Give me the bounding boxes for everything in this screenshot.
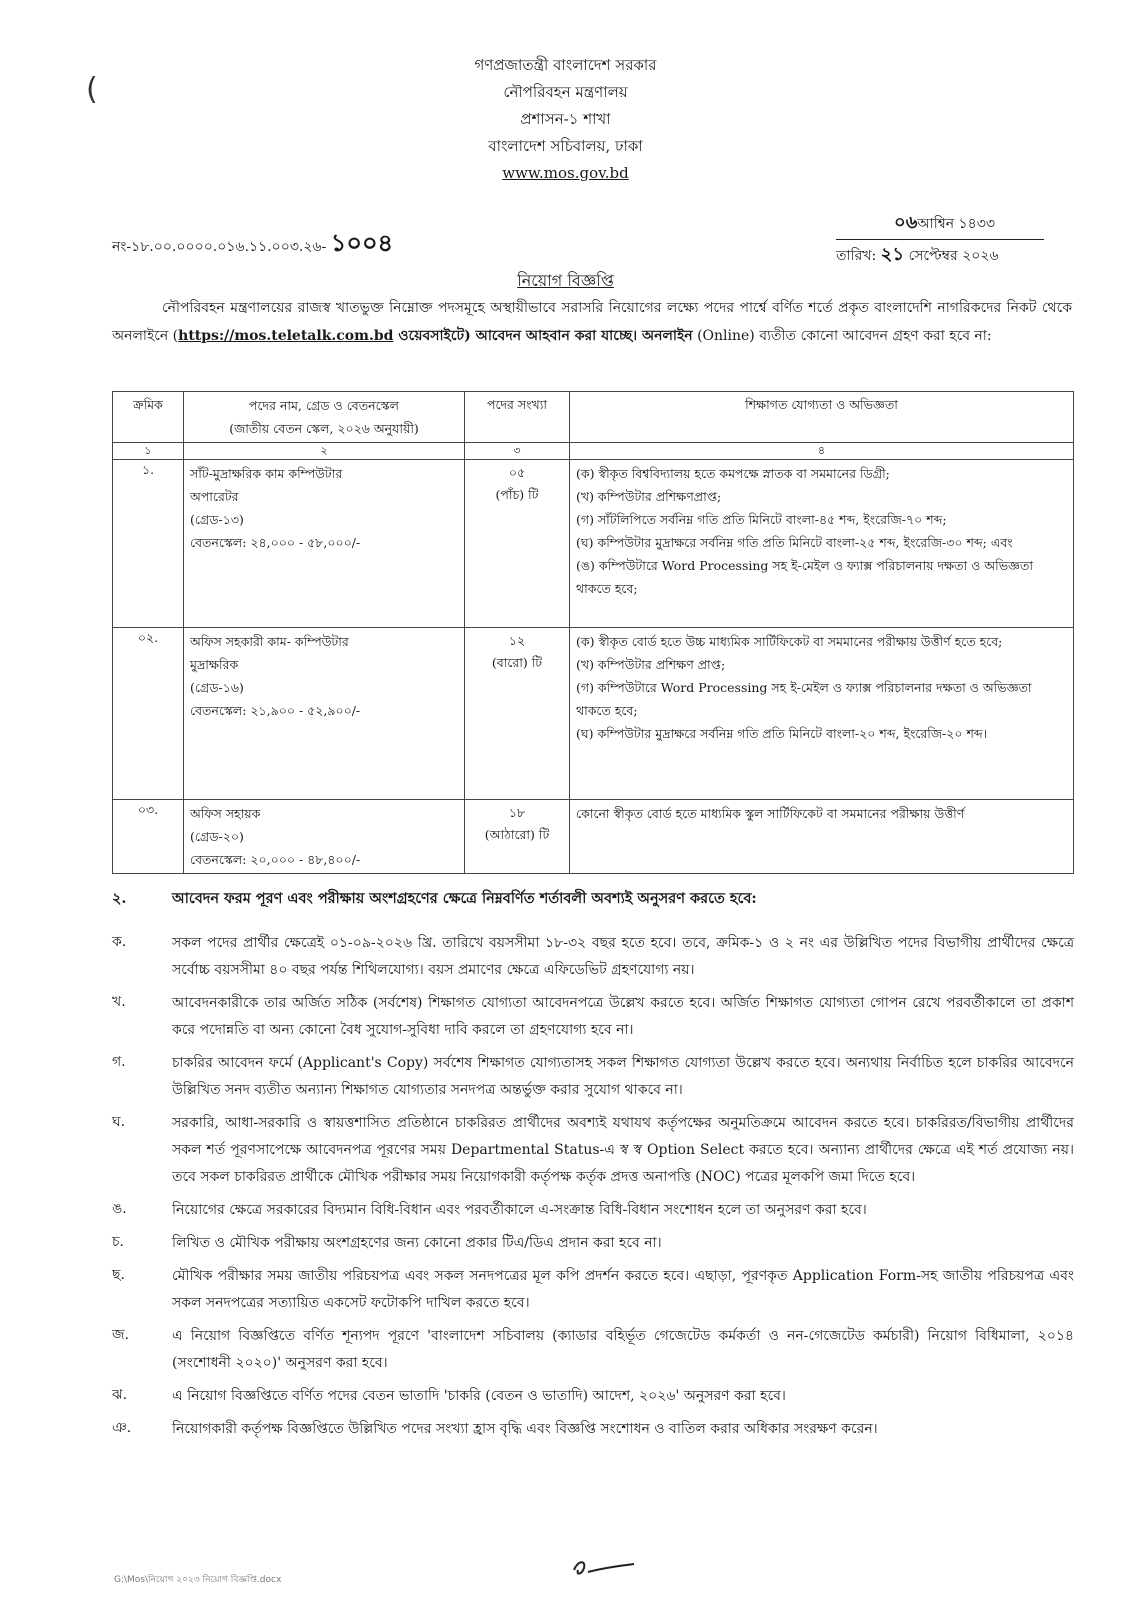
date-bangla: আশ্বিন ১৪৩৩ bbox=[917, 216, 995, 232]
qualification-cell: কোনো স্বীকৃত বোর্ড হতে মাধ্যমিক স্কুল সার্টিফিকেট বা সমমানের পরীক্ষায় উত্তীর্ণ bbox=[570, 800, 1074, 874]
qualification-cell: (ক) স্বীকৃত বিশ্ববিদ্যালয় হতে কমপক্ষে স্নাতক বা সমমানের ডিগ্রী; (খ) কম্পিউটার প্রশিক্ষণপ্রাপ্ত; (গ) সাঁটলিপিতে সর্বনিম্ন গতি প্রতি মিনিটে বাংলা-৪৫ শব্দ, ইংরেজি-৭০ শব্দ; (ঘ) কম্পিউটার মুদ্রাক্ষরে সর্বনিম্ন গতি প্রতি মিনিটে বাংলা-২৫ শব্দ, ইংরেজি-৩০ শব্দ; এবং (ঙ) কম্পিউটারে Word Processing সহ ই-মেইল ও ফ্যাক্স পরিচালনায় দক্ষতা ও অভিজ্ঞতা থাকতে হবে; bbox=[570, 460, 1074, 628]
post-cell: সাঁট-মুদ্রাক্ষরিক কাম কম্পিউটার অপারেটর (গ্রেড-১৩) বেতনস্কেল: ২৪,০০০ - ৫৮,০০০/- bbox=[184, 460, 465, 628]
letterhead bbox=[0, 52, 1131, 187]
header-count: পদের সংখ্যা bbox=[465, 392, 570, 443]
list-item: ঘ. সরকারি, আধা-সরকারি ও স্বায়ত্তশাসিত প্রতিষ্ঠানে চাকরিরত প্রার্থীদের অবশ্যই যথাযথ কর্তৃপক্ষের অনুমতিক্রমে আবেদন করতে হবে। চাকরিরত/বিভাগীয় প্রার্থীদের সকল শর্ত পূরণসাপেক্ষে আবেদনপত্র পূরণের সময় Departmental Status-এ স্ব স্ব Option Select করতে হবে। অন্যান্য প্রার্থীদের ক্ষেত্রে এই শর্ত প্রযোজ্য নয়। তবে সকল চাকরিরত প্রার্থীকে মৌখিক পরীক্ষার সময় নিয়োগকারী কর্তৃপক্ষ কর্তৃক প্রদত্ত অনাপত্তি (NOC) পত্রের মূলকপি জমা দিতে হবে। bbox=[112, 1114, 1074, 1185]
date-label: তারিখ: bbox=[836, 248, 877, 264]
qualification-cell: (ক) স্বীকৃত বোর্ড হতে উচ্চ মাধ্যমিক সার্টিফিকেট বা সমমানের পরীক্ষায় উত্তীর্ণ হতে হবে; (খ) কম্পিউটার প্রশিক্ষণ প্রাপ্ত; (গ) কম্পিউটারে Word Processing সহ ই-মেইল ও ফ্যাক্স পরিচালনার দক্ষতা ও অভিজ্ঞতা থাকতে হবে; (ঘ) কম্পিউটার মুদ্রাক্ষরে সর্বনিম্ন গতি প্রতি মিনিটে বাংলা-২০ শব্দ, ইংরেজি-২০ শব্দ। bbox=[570, 628, 1074, 800]
count-cell: ১৮ (আঠারো) টি bbox=[465, 800, 570, 874]
notice-title: নিয়োগ বিজ্ঞপ্তি bbox=[517, 271, 614, 290]
list-item: চ. লিখিত ও মৌখিক পরীক্ষায় অংশগ্রহণের জন্য কোনো প্রকার টিএ/ডিএ প্রদান করা হবে না। bbox=[112, 1234, 662, 1251]
memo-number-text: নং-১৮.০০.০০০০.০১৬.১১.০০৩.২৬- bbox=[112, 239, 327, 255]
table-row: ০২. অফিস সহকারী কাম- কম্পিউটার মুদ্রাক্ষরিক (গ্রেড-১৬) বেতনস্কেল: ২১,৯০০ - ৫২,৯০০/- ১২ (বারো) টি (ক) স্বীকৃত বোর্ড হতে উচ্চ মাধ্যমিক সার্টিফিকেট বা সমমানের পরীক্ষায় উত্তীর্ণ হতে হবে; (খ) কম্পিউটার প্রশিক্ষণ প্রাপ্ত; (গ) কম্পিউটারে Word Processing সহ ই-মেইল ও ফ্যাক্স পরিচালনার দক্ষতা ও অভিজ্ঞতা থাকতে হবে; (ঘ) কম্পিউটার মুদ্রাক্ষরে সর্বনিম্ন গতি প্রতি মিনিটে বাংলা-২০ শব্দ, ইংরেজি-২০ শব্দ। bbox=[113, 628, 1074, 800]
list-item: ঞ. নিয়োগকারী কর্তৃপক্ষ বিজ্ঞপ্তিতে উল্লিখিত পদের সংখ্যা হ্রাস বৃদ্ধি এবং বিজ্ঞপ্তি সংশোধন ও বাতিল করার অধিকার সংরক্ষণ করেন। bbox=[112, 1420, 878, 1437]
header-serial: ক্রমিক bbox=[113, 392, 184, 443]
list-item: খ. আবেদনকারীকে তার অর্জিত সঠিক (সর্বশেষ) শিক্ষাগত যোগ্যতা আবেদনপত্রে উল্লেখ করতে হবে। অর্জিত শিক্ষাগত যোগ্যতা গোপন রেখে পরবর্তীকালে তা প্রকাশ করে পদোন্নতি বা অন্য কোনো বৈধ সুযোগ-সুবিধা দাবি করলে তা গ্রহণযোগ্য হবে না। bbox=[112, 994, 1074, 1038]
list-item: গ. চাকরির আবেদন ফর্মে (Applicant's Copy) সর্বশেষ শিক্ষাগত যোগ্যতাসহ সকল শিক্ষাগত যোগ্যতা উল্লেখ করতে হবে। অন্যথায় নির্বাচিত হলে চাকরির আবেদনে উল্লিখিত সনদ ব্যতীত অন্যান্য শিক্ষাগত যোগ্যতার সনদপত্র অন্তর্ভুক্ত করার সুযোগ থাকবে না। bbox=[112, 1054, 1074, 1098]
file-path: G:\Mos\নিয়োগ ২০২৩ নিয়োগ বিজ্ঞপ্তি.docx bbox=[114, 1575, 282, 1585]
government-name: গণপ্রজাতন্ত্রী বাংলাদেশ সরকার bbox=[474, 56, 657, 74]
header-qualification: শিক্ষাগত যোগ্যতা ও অভিজ্ঞতা bbox=[570, 392, 1074, 443]
date-english-day: ২১ bbox=[880, 244, 905, 265]
application-link[interactable]: https://mos.teletalk.com.bd bbox=[178, 328, 394, 344]
office-address: বাংলাদেশ সচিবালয়, ঢাকা bbox=[488, 137, 643, 155]
table-index-row: ১ ২ ৩ ৪ bbox=[113, 443, 1074, 460]
count-cell: ১২ (বারো) টি bbox=[465, 628, 570, 800]
date-english-row bbox=[836, 240, 1044, 271]
intro-paragraph: নৌপরিবহন মন্ত্রণালয়ের রাজস্ব খাতভুক্ত নিম্নোক্ত পদসমূহে অস্থায়ীভাবে সরাসরি নিয়োগের লক্ষ্যে পদের পার্শ্বে বর্ণিত শর্তে প্রকৃত বাংলাদেশি নাগরিকদের নিকট থেকে অনলাইনে (https://mos.teletalk.com.bd ওয়েবসাইটে) আবেদন আহবান করা যাচ্ছে। অনলাইন (Online) ব্যতীত কোনো আবেদন গ্রহণ করা হবে না: bbox=[112, 300, 1072, 344]
posts-table bbox=[112, 391, 1074, 874]
list-item: জ. এ নিয়োগ বিজ্ঞপ্তিতে বর্ণিত শূন্যপদ পূরণে 'বাংলাদেশ সচিবালয় (ক্যাডার বহির্ভূত গেজেটেড কর্মকর্তা ও নন-গেজেটেড কর্মচারী) নিয়োগ বিধিমালা, ২০১৪ (সংশোধনী ২০২০)' অনুসরণ করা হবে। bbox=[112, 1327, 1074, 1371]
table-row: ০৩. অফিস সহায়ক (গ্রেড-২০) বেতনস্কেল: ২০,০০০ - ৪৮,৪০০/- ১৮ (আঠারো) টি কোনো স্বীকৃত বোর্ড হতে মাধ্যমিক স্কুল সার্টিফিকেট বা সমমানের পরীক্ষায় উত্তীর্ণ bbox=[113, 800, 1074, 874]
post-cell: অফিস সহায়ক (গ্রেড-২০) বেতনস্কেল: ২০,০০০ - ৪৮,৪০০/- bbox=[184, 800, 465, 874]
conditions-list bbox=[112, 930, 1074, 1449]
memo-number bbox=[112, 225, 393, 265]
signature-mark bbox=[568, 1556, 638, 1586]
count-cell: ০৫ (পাঁচ) টি bbox=[465, 460, 570, 628]
table-row: ১. সাঁট-মুদ্রাক্ষরিক কাম কম্পিউটার অপারেটর (গ্রেড-১৩) বেতনস্কেল: ২৪,০০০ - ৫৮,০০০/- ০৫ (পাঁচ) টি (ক) স্বীকৃত বিশ্ববিদ্যালয় হতে কমপক্ষে স্নাতক বা সমমানের ডিগ্রী; (খ) কম্পিউটার প্রশিক্ষণপ্রাপ্ত; (গ) সাঁটলিপিতে সর্বনিম্ন গতি প্রতি মিনিটে বাংলা-৪৫ শব্দ, ইংরেজি-৭০ শব্দ; (ঘ) কম্পিউটার মুদ্রাক্ষরে সর্বনিম্ন গতি প্রতি মিনিটে বাংলা-২৫ শব্দ, ইংরেজি-৩০ শব্দ; এবং (ঙ) কম্পিউটারে Word Processing সহ ই-মেইল ও ফ্যাক্স পরিচালনায় দক্ষতা ও অভিজ্ঞতা থাকতে হবে; bbox=[113, 460, 1074, 628]
list-item: ছ. মৌখিক পরীক্ষার সময় জাতীয় পরিচয়পত্র এবং সকল সনদপত্রের মূল কপি প্রদর্শন করতে হবে। এছাড়া, পূরণকৃত Application Form-সহ জাতীয় পরিচয়পত্র এবং সকল সনদপত্রের সত্যায়িত একসেট ফটোকপি দাখিল করতে হবে। bbox=[112, 1267, 1074, 1311]
header-post: পদের নাম, গ্রেড ও বেতনস্কেল (জাতীয় বেতন স্কেল, ২০২৬ অনুযায়ী) bbox=[184, 392, 465, 443]
ministry-name: নৌপরিবহন মন্ত্রণালয় bbox=[503, 83, 628, 101]
table-header-row bbox=[113, 392, 1074, 443]
date-english: সেপ্টেম্বর ২০২৬ bbox=[908, 248, 999, 264]
date-block bbox=[836, 208, 1044, 271]
date-bangla-day: ০৬ bbox=[894, 212, 918, 233]
list-item: ক. সকল পদের প্রার্থীর ক্ষেত্রেই ০১-০৯-২০২৬ খ্রি. তারিখে বয়সসীমা ১৮-৩২ বছর হতে হবে। তবে, ক্রমিক-১ ও ২ নং এর উল্লিখিত পদের বিভাগীয় প্রার্থীদের ক্ষেত্রে সর্বোচ্চ বয়সসীমা ৪০ বছর পর্যন্ত শিথিলযোগ্য। বয়স প্রমাণের ক্ষেত্রে এফিডেভিট গ্রহণযোগ্য নয়। bbox=[112, 934, 1074, 978]
date-bangla-row bbox=[836, 208, 1044, 240]
memo-number-handwritten: ১০০৪ bbox=[330, 229, 394, 257]
branch-name: প্রশাসন-১ শাখা bbox=[520, 110, 611, 128]
section-2-heading: ২. আবেদন ফরম পূরণ এবং পরীক্ষায় অংশগ্রহণের ক্ষেত্রে নিম্নবর্ণিত শর্তাবলী অবশ্যই অনুসরণ করতে হবে: bbox=[112, 890, 757, 907]
website-link[interactable]: www.mos.gov.bd bbox=[502, 164, 629, 182]
list-item: ঝ. এ নিয়োগ বিজ্ঞপ্তিতে বর্ণিত পদের বেতন ভাতাদি 'চাকরি (বেতন ও ভাতাদি) আদেশ, ২০২৬' অনুসরণ করা হবে। bbox=[112, 1387, 786, 1404]
list-item: ঙ. নিয়োগের ক্ষেত্রে সরকারের বিদ্যমান বিধি-বিধান এবং পরবর্তীকালে এ-সংক্রান্ত বিধি-বিধান সংশোধন হলে তা অনুসরণ করা হবে। bbox=[112, 1201, 867, 1218]
margin-mark: ( bbox=[86, 72, 98, 107]
post-cell: অফিস সহকারী কাম- কম্পিউটার মুদ্রাক্ষরিক (গ্রেড-১৬) বেতনস্কেল: ২১,৯০০ - ৫২,৯০০/- bbox=[184, 628, 465, 800]
